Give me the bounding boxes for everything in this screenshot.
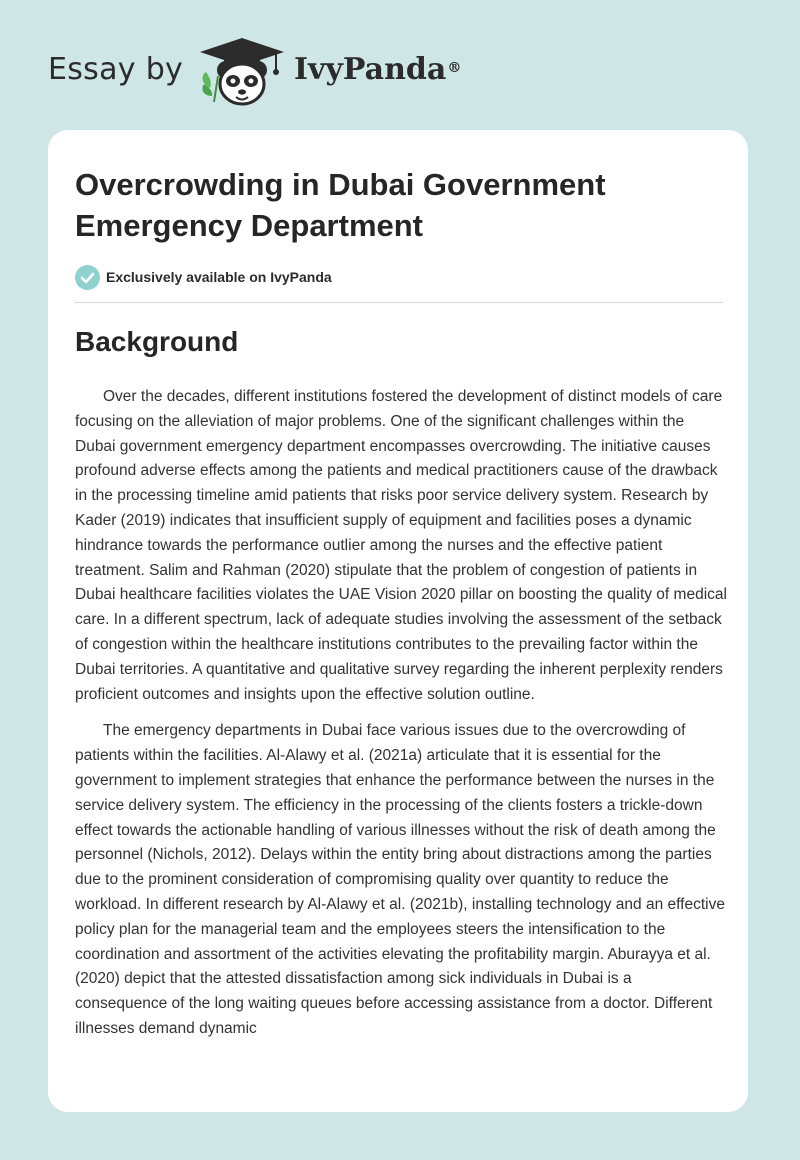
paragraph-2: The emergency departments in Dubai face various issues due to the overcrowding of patients within the facilities. Al-Alawy et al. (2021a) articulate that it is essential for the government to implement strategies that enhance the performance between the nurses in the service delivery system. The efficiency in the processing of the clients fosters a trickle-down effect towards the actionable handling of various illnesses without the risk of death among the personnel (Nichols, 2012). Delays within the entity bring about distractions among the parties due to the prominent consideration of compromising quality over quantity to reduce the workload. In different research by Al-Alawy et al. (2021b), installing technology and an effective policy plan for the managerial team and the employees steers the intensification to the coordination and assortment of the activities elevating the profitability margin. Aburayya et al. (2020) depict that the attested dissatisfaction among sick individuals in Dubai is a consequence of the long waiting queues before accessing assistance from a doctor. Different illnesses demand dynamic [75,722,725,1037]
essay-title: Overcrowding in Dubai Government Emergency Department [75,167,606,243]
essay-card [48,130,748,1112]
exclusive-badge-text: Exclusively available on IvyPanda [106,269,332,285]
brand-logo-text[interactable] [294,52,461,88]
panda-graduate-icon[interactable] [196,36,288,108]
paragraph-1: Over the decades, different institutions fostered the development of distinct models of care focusing on the alleviation of major problems. One of the significant challenges within the Dubai government emergency department encompasses overcrowding. The initiative causes profound adverse effects among the patients and medical practitioners cause of the drawback in the processing timeline amid patients that risks poor service delivery system. Research by Kader (2019) indicates that insufficient supply of equipment and facilities poses a dynamic hindrance towards the performance outlier among the nurses and the effective patient treatment. Salim and Rahman (2020) stipulate that the problem of congestion of patients in Dubai healthcare facilities violates the UAE Vision 2020 pillar on boosting the quality of medical care. In a different spectrum, lack of adequate studies involving the assessment of the setback of congestion within the healthcare institutions contributes to the prevailing factor within the Dubai territories. A quantitative and qualitative survey regarding the inherent perplexity renders proficient outcomes and insights upon the effective solution outline. [75,388,727,703]
site-header [0,0,800,130]
section-heading-background: Background [75,326,239,357]
brand-name: IvyPanda [294,52,447,87]
check-icon [75,265,100,290]
title-divider [75,302,723,303]
registered-mark: ® [447,60,462,76]
essay-body [75,385,727,1054]
essay-by-label: Essay by [48,52,184,87]
exclusive-badge [75,264,332,290]
